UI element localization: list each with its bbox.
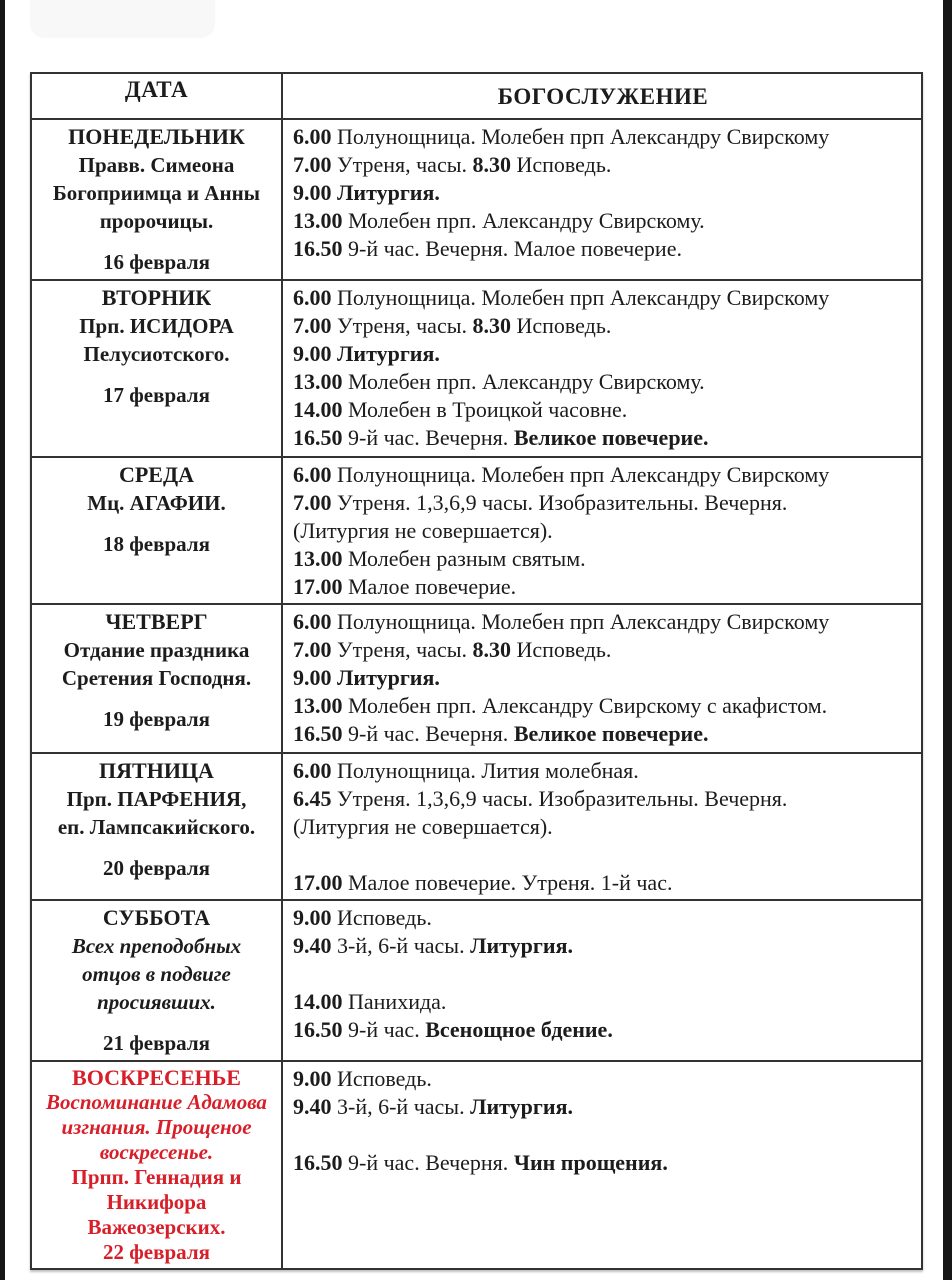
date-text: 19 февраля (103, 707, 210, 731)
schedule-row-friday (32, 752, 921, 899)
service-line: 16.50 9-й час. Вечерня. Великое повечерие. (293, 721, 709, 746)
service-line: 14.00 Молебен в Троицкой часовне. (293, 397, 628, 422)
date-text: 21 февраля (103, 1031, 210, 1055)
service-line: 6.00 Полунощница. Молебен прп Александру Свирскому (293, 462, 830, 487)
service-line (293, 960, 913, 988)
feast-line: Прп. ПАРФЕНИЯ, (66, 787, 247, 811)
service-line: 9.40 3-й, 6-й часы. Литургия. (293, 1094, 573, 1119)
feast-line: просиявших. (97, 990, 216, 1014)
feast-line: Правв. Симеона (78, 153, 235, 177)
feast-line: Всех преподобных (71, 934, 242, 958)
service-line: 7.00 Утреня, часы. 8.30 Исповедь. (293, 637, 612, 662)
feast-line (38, 692, 275, 705)
day-name: ПЯТНИЦА (99, 758, 214, 783)
feast-line (38, 1016, 275, 1029)
screen-edge-right (943, 0, 952, 1280)
service-line: 6.00 Полунощница. Молебен прп Александру Свирскому (293, 609, 830, 634)
date-cell-monday (32, 120, 283, 279)
day-name: ПОНЕДЕЛЬНИК (68, 124, 245, 149)
service-line: 9.00 Исповедь. (293, 1066, 432, 1091)
service-line: 9.00 Литургия. (293, 665, 440, 690)
date-cell-friday (32, 754, 283, 899)
feast-line: Богоприимца и Анны (52, 181, 261, 205)
day-name: ВОСКРЕСЕНЬЕ (72, 1065, 241, 1090)
schedule-row-wednesday (32, 456, 921, 603)
schedule-row-sunday (32, 1060, 921, 1268)
service-cell-sunday (283, 1062, 921, 1268)
service-line: (Литургия не совершается). (293, 518, 553, 543)
service-line: 16.50 9-й час. Всенощное бдение. (293, 1017, 613, 1042)
service-line: 6.45 Утреня. 1,3,6,9 часы. Изобразительны. Вечерня. (293, 786, 788, 811)
feast-line: Важеозерских. (87, 1215, 226, 1239)
header-date: ДАТА (32, 74, 283, 118)
feast-line (38, 368, 275, 381)
feast-line: Мц. АГАФИИ. (87, 491, 226, 515)
feast-line: Никифора (106, 1190, 207, 1214)
date-text: 20 февраля (103, 856, 210, 880)
date-cell-thursday (32, 605, 283, 752)
service-cell-friday (283, 754, 921, 899)
date-cell-saturday (32, 901, 283, 1060)
feast-line (38, 235, 275, 248)
service-cell-wednesday (283, 458, 921, 603)
service-line (293, 841, 913, 869)
feast-line: Сретения Господня. (61, 666, 252, 690)
date-text: 22 февраля (103, 1240, 210, 1264)
service-line: 17.00 Малое повечерие. (293, 574, 517, 599)
screen-edge-left (0, 0, 5, 1280)
service-cell-thursday (283, 605, 921, 752)
service-schedule-table (30, 72, 923, 1270)
day-name: СУББОТА (102, 905, 211, 930)
service-line: 13.00 Молебен прп. Александру Свирскому. (293, 208, 705, 233)
feast-line: еп. Лампсакийского. (57, 815, 256, 839)
feast-line: пророчицы. (99, 209, 214, 233)
service-line: 7.00 Утреня. 1,3,6,9 часы. Изобразительны. Вечерня. (293, 490, 788, 515)
service-line: 9.00 Литургия. (293, 180, 440, 205)
feast-line (38, 517, 275, 530)
service-line: 6.00 Полунощница. Лития молебная. (293, 758, 639, 783)
feast-line (38, 841, 275, 854)
date-cell-wednesday (32, 458, 283, 603)
service-line: 16.50 9-й час. Вечерня. Чин прощения. (293, 1150, 668, 1175)
feast-line: Прпп. Геннадия и (71, 1165, 242, 1189)
service-line: 17.00 Малое повечерие. Утреня. 1-й час. (293, 870, 673, 895)
feast-line: Воспоминание Адамова (46, 1090, 267, 1114)
service-line: 16.50 9-й час. Вечерня. Великое повечерие. (293, 425, 709, 450)
schedule-rows (32, 118, 921, 1268)
date-text: 17 февраля (103, 383, 210, 407)
service-line: 6.00 Полунощница. Молебен прп Александру Свирскому (293, 124, 830, 149)
schedule-row-thursday (32, 603, 921, 752)
feast-line: воскресенье. (99, 1140, 214, 1164)
service-line: 9.00 Литургия. (293, 341, 440, 366)
service-line: 6.00 Полунощница. Молебен прп Александру Свирскому (293, 285, 830, 310)
date-text: 16 февраля (103, 250, 210, 274)
service-line (293, 1121, 913, 1149)
service-line: 13.00 Молебен разным святым. (293, 546, 586, 571)
service-cell-saturday (283, 901, 921, 1060)
date-cell-tuesday (32, 281, 283, 456)
feast-line: Пелусиотского. (83, 342, 230, 366)
service-cell-tuesday (283, 281, 921, 456)
service-line: 14.00 Панихида. (293, 989, 447, 1014)
service-line: 13.00 Молебен прп. Александру Свирскому. (293, 369, 705, 394)
service-line: 13.00 Молебен прп. Александру Свирскому с акафистом. (293, 693, 828, 718)
top-rounded-panel (30, 0, 215, 38)
service-line: 9.40 3-й, 6-й часы. Литургия. (293, 933, 573, 958)
feast-line: отцов в подвиге (82, 962, 231, 986)
date-text: 18 февраля (103, 532, 210, 556)
header-service: БОГОСЛУЖЕНИЕ (497, 83, 709, 109)
feast-line: изгнания. Прощеное (61, 1115, 252, 1139)
feast-line: Отдание праздника (63, 638, 250, 662)
schedule-row-tuesday (32, 279, 921, 456)
feast-line: Прп. ИСИДОРА (79, 314, 234, 338)
service-cell-monday (283, 120, 921, 279)
date-cell-sunday (32, 1062, 283, 1268)
day-name: ЧЕТВЕРГ (105, 609, 208, 634)
service-line: 9.00 Исповедь. (293, 905, 432, 930)
service-line: 7.00 Утреня, часы. 8.30 Исповедь. (293, 152, 612, 177)
service-line: 16.50 9-й час. Вечерня. Малое повечерие. (293, 236, 682, 261)
service-line: (Литургия не совершается). (293, 814, 553, 839)
service-line: 7.00 Утреня, часы. 8.30 Исповедь. (293, 313, 612, 338)
table-header-row (32, 74, 921, 118)
schedule-row-saturday (32, 899, 921, 1060)
schedule-row-monday (32, 118, 921, 279)
day-name: СРЕДА (118, 462, 195, 487)
day-name: ВТОРНИК (101, 285, 212, 310)
